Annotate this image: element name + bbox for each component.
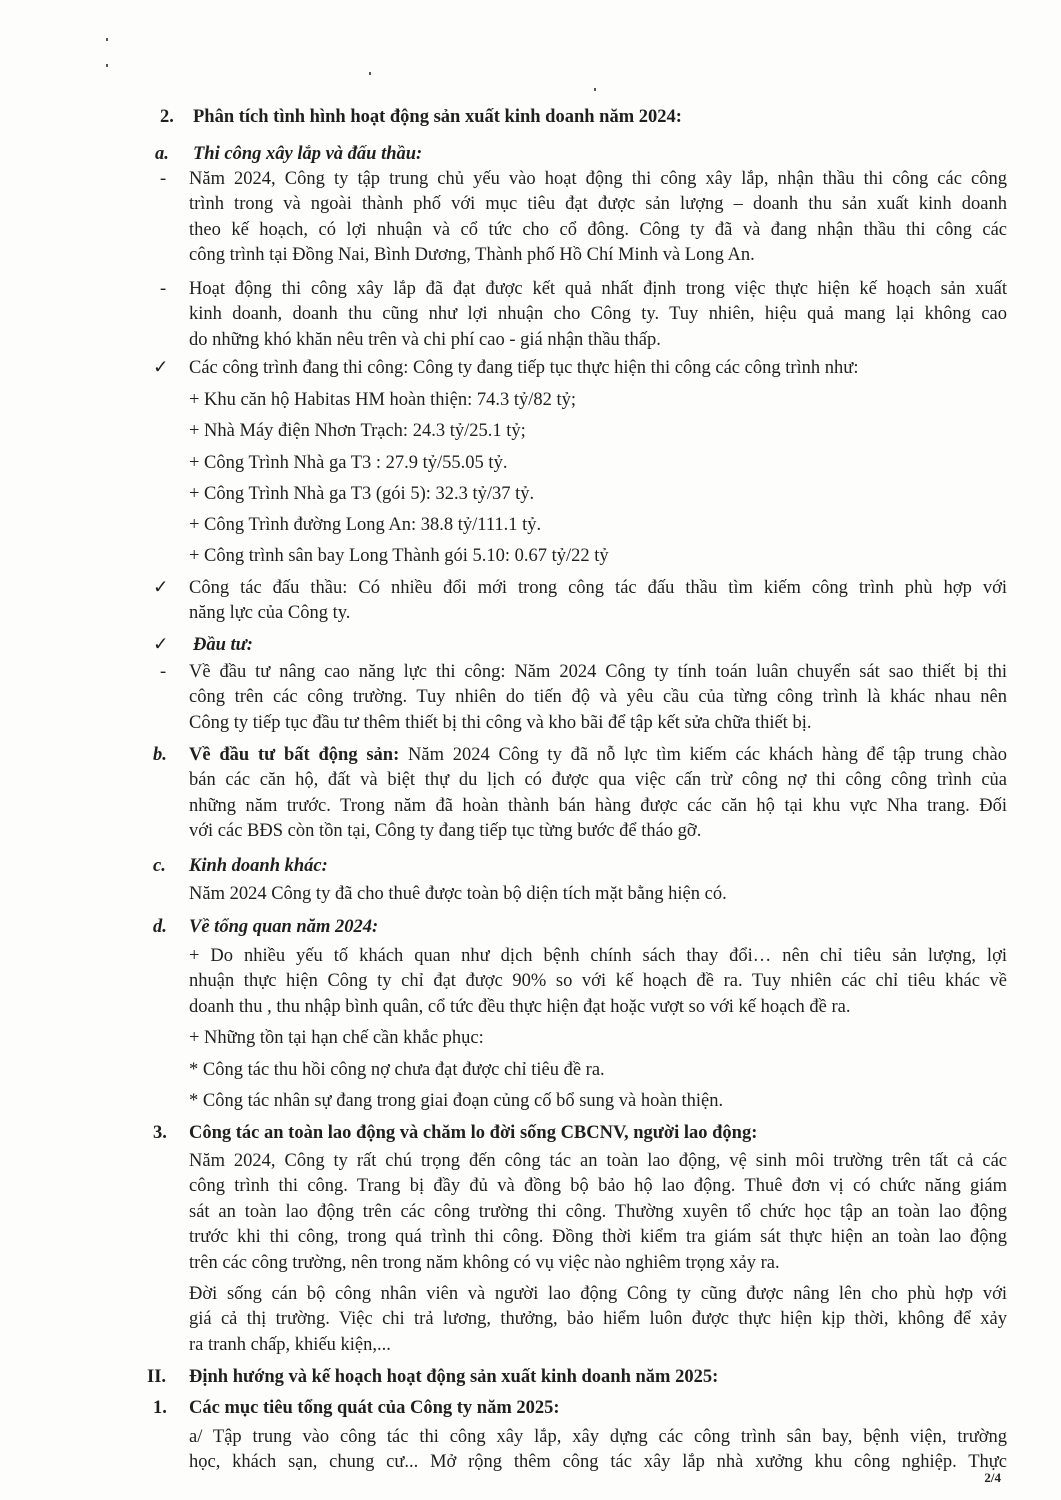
heading-3-text: Công tác an toàn lao động và chăm lo đời sống CBCNV, người lao động:: [189, 1123, 758, 1143]
heading-1-text: Các mục tiêu tổng quát của Công ty năm 2025:: [189, 1398, 560, 1418]
h3-p1-line: Năm 2024, Công ty rất chú trọng đến công tác an toàn lao động, vệ sinh môi trường trên tất cả các: [189, 1151, 1007, 1171]
h3-p2-line: giá cả thị trường. Việc chi trả lương, thưởng, bảo hiểm luôn được thực hiện kịp thời, không để xảy: [189, 1309, 1007, 1330]
limit-item: * Công tác thu hồi công nợ chưa đạt được chỉ tiêu đề ra.: [189, 1060, 605, 1080]
heading-1-paragraph: [189, 1425, 1007, 1476]
sub-d-title: Về tổng quan năm 2024:: [189, 917, 379, 937]
dash-1-line: trình trong và ngoài thành phố với mục tiêu đạt được sản lượng – doanh thu sản xuất kinh doanh: [189, 194, 1007, 215]
check-icon: ✓: [153, 635, 169, 655]
check-1-text: Các công trình đang thi công: Công ty đang tiếp tục thực hiện thi công các công trình như:: [189, 358, 859, 378]
dash-2-line: kinh doanh, doanh thu cũng như lợi nhuận cho Công ty. Tuy nhiên, hiệu quả mang lại không cao: [189, 304, 1007, 325]
sub-c-mark: c.: [153, 856, 166, 876]
heading-3-paragraph-1: [189, 1149, 1007, 1276]
scan-speck: [106, 64, 108, 67]
sub-b-line: bán các căn hộ, đất và biệt thự du lịch có được qua việc cấn trừ công nợ thi công công trình của: [189, 770, 1007, 791]
h1-line: học, khách sạn, chung cư... Mở rộng thêm công tác xây lắp nhà xưởng khu công nghiệp. Thực: [189, 1452, 1007, 1473]
dash-2-line: do những khó khăn nêu trên và chi phí cao - giá nhận thầu thấp.: [189, 329, 661, 350]
dash-3-mark: -: [160, 662, 167, 682]
dash-1-line: công trình tại Đồng Nai, Bình Dương, Thành phố Hồ Chí Minh và Long An.: [189, 245, 755, 266]
dash-2-paragraph: [189, 277, 1007, 353]
limits-title: + Những tồn tại hạn chế cần khắc phục:: [189, 1028, 484, 1048]
scan-speck: [369, 72, 371, 75]
sub-c-text: Năm 2024 Công ty đã cho thuê được toàn bộ diện tích mặt bằng hiện có.: [189, 884, 727, 904]
dash-3-line: Về đầu tư nâng cao năng lực thi công: Năm 2024 Công ty tính toán luân chuyển sát sao thiết bị thi: [189, 662, 1007, 682]
heading-1-number: 1.: [153, 1398, 167, 1418]
check-3-title: Đầu tư:: [193, 635, 253, 655]
sub-a-title: Thi công xây lắp và đấu thầu:: [193, 144, 423, 164]
h3-p2-line: Đời sống cán bộ công nhân viên và người lao động Công ty cũng được nâng lên cho phù hợp với: [189, 1284, 1007, 1304]
sub-d-line: doanh thu , thu nhập bình quân, cổ tức đều thực hiện đạt hoặc vượt so với kế hoạch đề ra.: [189, 996, 851, 1017]
heading-2-text: Phân tích tình hình hoạt động sản xuất kinh doanh năm 2024:: [193, 107, 682, 127]
sub-c-title: Kinh doanh khác:: [189, 856, 328, 876]
scan-speck: [594, 88, 596, 91]
h3-p1-line: sát an toàn lao động trên các công trường thi công. Thường xuyên tổ chức học tập an toàn lao động: [189, 1201, 1007, 1222]
project-item: + Công Trình đường Long An: 38.8 tỷ/111.1 tỷ.: [189, 515, 542, 535]
heading-2-number: 2.: [160, 107, 174, 127]
sub-b-line: Năm 2024 Công ty đã nỗ lực tìm kiếm các khách hàng để tập trung chào: [399, 745, 1007, 765]
dash-3-line: Công ty tiếp tục đầu tư thêm thiết bị thi công và kho bãi để tập kết sửa chữa thiết bị.: [189, 712, 812, 733]
project-item: + Công Trình Nhà ga T3 : 27.9 tỷ/55.05 tỷ.: [189, 453, 508, 473]
scan-speck: [106, 38, 108, 41]
sub-d-line: nhuận thực hiện Công ty chỉ đạt được 90% so với kế hoạch đề ra. Tuy nhiên các chỉ tiêu khác về: [189, 971, 1007, 992]
project-item: + Công trình sân bay Long Thành gói 5.10: 0.67 tỷ/22 tỷ: [189, 546, 609, 566]
sub-b-line: với các BĐS còn tồn tại, Công ty đang tiếp tục từng bước để tháo gỡ.: [189, 821, 702, 842]
h1-line: a/ Tập trung vào công tác thi công xây lắp, xây dựng các công trình sân bay, bệnh viện, trường: [189, 1427, 1007, 1447]
check-icon: ✓: [153, 578, 169, 598]
sub-b-title: Về đầu tư bất động sản:: [189, 745, 400, 765]
sub-d-line: + Do nhiều yếu tố khách quan như dịch bệnh chính sách thay đổi… nên chỉ tiêu sản lượng, lợi: [189, 946, 1007, 966]
project-item: + Nhà Máy điện Nhơn Trạch: 24.3 tỷ/25.1 tỷ;: [189, 421, 526, 441]
sub-d-paragraph: [189, 944, 1007, 1020]
dash-1-line: theo kế hoạch, có lợi nhuận và cổ tức cho cổ đông. Công ty đã và đang nhận thầu thi công các: [189, 219, 1007, 240]
h3-p2-line: ra tranh chấp, khiếu kiện,...: [189, 1334, 391, 1355]
h3-p1-line: công trình thi công. Trang bị đầy đủ và đồng bộ bảo hộ lao động. Thuê đơn vị có chức năng giám: [189, 1176, 1007, 1197]
dash-1-line: Năm 2024, Công ty tập trung chủ yếu vào hoạt động thi công xây lắp, nhận thầu thi công các công: [189, 169, 1007, 189]
check-2-line: năng lực của Công ty.: [189, 603, 351, 624]
dash-3-line: công trên các công trường. Tuy nhiên do tiến độ và yêu cầu của từng công trình là khác nhau nên: [189, 687, 1007, 708]
page-number: 2/4: [984, 1470, 1001, 1485]
dash-1-paragraph: [189, 167, 1007, 269]
check-2-line: Công tác đấu thầu: Có nhiều đổi mới trong công tác đấu thầu tìm kiếm công trình phù hợp với: [189, 578, 1007, 598]
project-item: + Công Trình Nhà ga T3 (gói 5): 32.3 tỷ/37 tỷ.: [189, 484, 535, 504]
section-ii-number: II.: [147, 1367, 167, 1387]
sub-b-line: những năm trước. Trong năm đã hoàn thành bán hàng được các căn hộ tại khu vực Nha trang. Đối: [189, 795, 1007, 816]
sub-a-mark: a.: [155, 144, 169, 164]
heading-3-paragraph-2: [189, 1282, 1007, 1358]
sub-d-mark: d.: [153, 917, 167, 937]
dash-2-mark: -: [160, 279, 167, 299]
project-item: + Khu căn hộ Habitas HM hoàn thiện: 74.3 tỷ/82 tỷ;: [189, 390, 577, 410]
limit-item: * Công tác nhân sự đang trong giai đoạn củng cố bổ sung và hoàn thiện.: [189, 1091, 724, 1111]
check-icon: ✓: [153, 358, 169, 378]
heading-3-number: 3.: [153, 1123, 167, 1143]
dash-1-mark: -: [160, 169, 167, 189]
check-2-paragraph: [189, 576, 1007, 627]
sub-b-mark: b.: [153, 745, 167, 765]
sub-b-paragraph: [189, 743, 1007, 845]
h3-p1-line: trước khi thi công, trong quá trình thi công. Đồng thời kiểm tra giám sát thực hiện an toàn lao động: [189, 1227, 1007, 1248]
h3-p1-line: trên các công trường, nên trong năm không có vụ việc nào nghiêm trọng xảy ra.: [189, 1252, 780, 1273]
dash-2-line: Hoạt động thi công xây lắp đã đạt được kết quả nhất định trong việc thực hiện kế hoạch sản xuất: [189, 279, 1007, 299]
dash-3-paragraph: [189, 660, 1007, 736]
section-ii-title: Định hướng và kế hoạch hoạt động sản xuất kinh doanh năm 2025:: [189, 1367, 719, 1387]
